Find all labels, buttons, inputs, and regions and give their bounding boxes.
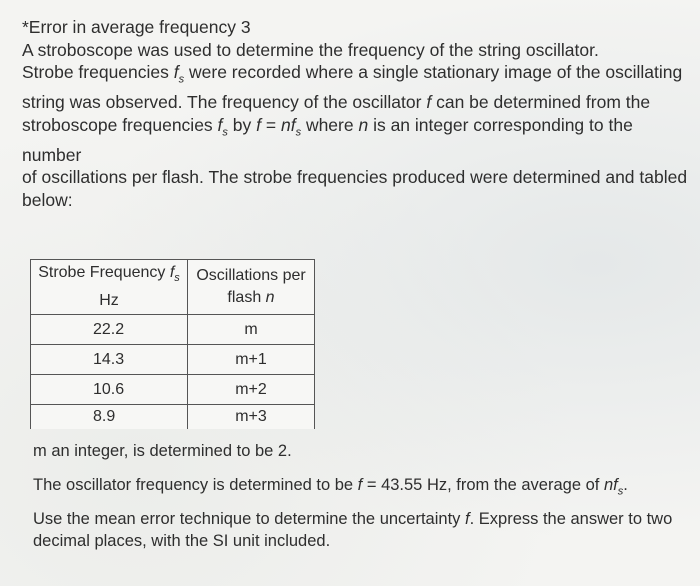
table-row: [31, 315, 315, 345]
question-line-5: [22, 166, 692, 189]
question-line-6: [22, 189, 692, 212]
question-text: [22, 16, 692, 211]
text-span: decimal places, with the SI unit included.: [33, 532, 331, 550]
text-span: Use the mean error technique to determine the uncertainty: [33, 510, 465, 528]
text-span: The oscillator frequency is determined to be: [33, 476, 358, 494]
symbol-f: f: [169, 264, 175, 282]
table-row: [31, 345, 315, 375]
symbol-f: f: [426, 92, 432, 112]
table-header-row: [31, 260, 315, 315]
cell-oscillations: m+3: [188, 405, 315, 430]
text-span: by: [227, 114, 257, 135]
task-instruction: [33, 508, 683, 552]
text-span: Strobe Frequency: [38, 264, 170, 282]
question-line-2: [22, 61, 692, 91]
frequency-table: [30, 259, 315, 429]
symbol-s: s: [174, 272, 180, 285]
cell-frequency: 8.9: [31, 405, 188, 430]
cell-oscillations: m: [188, 315, 315, 345]
cell-oscillations: m+2: [188, 375, 315, 405]
symbol-n: n: [280, 114, 291, 135]
symbol-f: f: [613, 476, 618, 494]
cell-frequency: 10.6: [31, 375, 188, 405]
text-span: =: [261, 114, 281, 135]
text-span: Hz: [99, 291, 119, 309]
text-span: = 43.55 Hz, from the average of: [362, 476, 604, 494]
table-row: [31, 375, 315, 405]
symbol-f: f: [357, 476, 363, 494]
symbol-s: s: [295, 126, 302, 138]
text-span: . Express the answer to two: [469, 510, 673, 528]
text-span: can be determined from the: [431, 92, 651, 112]
text-span: below:: [22, 189, 73, 210]
text-span: Oscillations per: [196, 267, 306, 284]
symbol-s: s: [222, 126, 228, 138]
header-strobe-frequency: [31, 260, 188, 315]
symbol-f: f: [290, 114, 296, 135]
cell-oscillations: m+1: [188, 345, 315, 375]
m-integer-note: m an integer, is determined to be 2.: [33, 442, 292, 460]
question-title: *Error in average frequency 3: [22, 17, 251, 37]
symbol-s: s: [178, 73, 185, 86]
text-span: Strobe frequencies: [22, 62, 174, 82]
text-span: A stroboscope was used to determine the frequency of the string oscillator.: [22, 39, 599, 60]
symbol-f: f: [173, 62, 179, 82]
text-span: were recorded where a single stationary image of the oscillating: [184, 62, 683, 82]
text-span: flash: [227, 289, 266, 306]
cell-frequency: 22.2: [31, 315, 188, 345]
header-oscillations: [188, 260, 315, 315]
symbol-s: s: [617, 485, 624, 498]
text-span: string was observed. The frequency of the oscillator: [22, 92, 427, 112]
question-line-1: [22, 39, 692, 62]
cell-frequency: 14.3: [31, 345, 188, 375]
symbol-f: f: [465, 510, 470, 528]
table-row: [31, 405, 315, 430]
text-span: stroboscope frequencies: [22, 114, 218, 135]
symbol-f: f: [217, 114, 223, 135]
symbol-n: n: [358, 114, 369, 135]
text-span: where: [301, 114, 359, 135]
symbol-n: n: [603, 476, 614, 494]
question-line-4: [22, 114, 692, 167]
text-span: .: [623, 476, 628, 494]
symbol-n: n: [265, 289, 275, 306]
text-span: is an integer corresponding to the number: [22, 114, 633, 165]
oscillator-frequency-note: [33, 474, 628, 502]
text-span: of oscillations per flash. The strobe frequencies produced were determined and tabled: [22, 167, 688, 187]
question-line-3: [22, 91, 692, 114]
symbol-f: f: [256, 114, 262, 135]
